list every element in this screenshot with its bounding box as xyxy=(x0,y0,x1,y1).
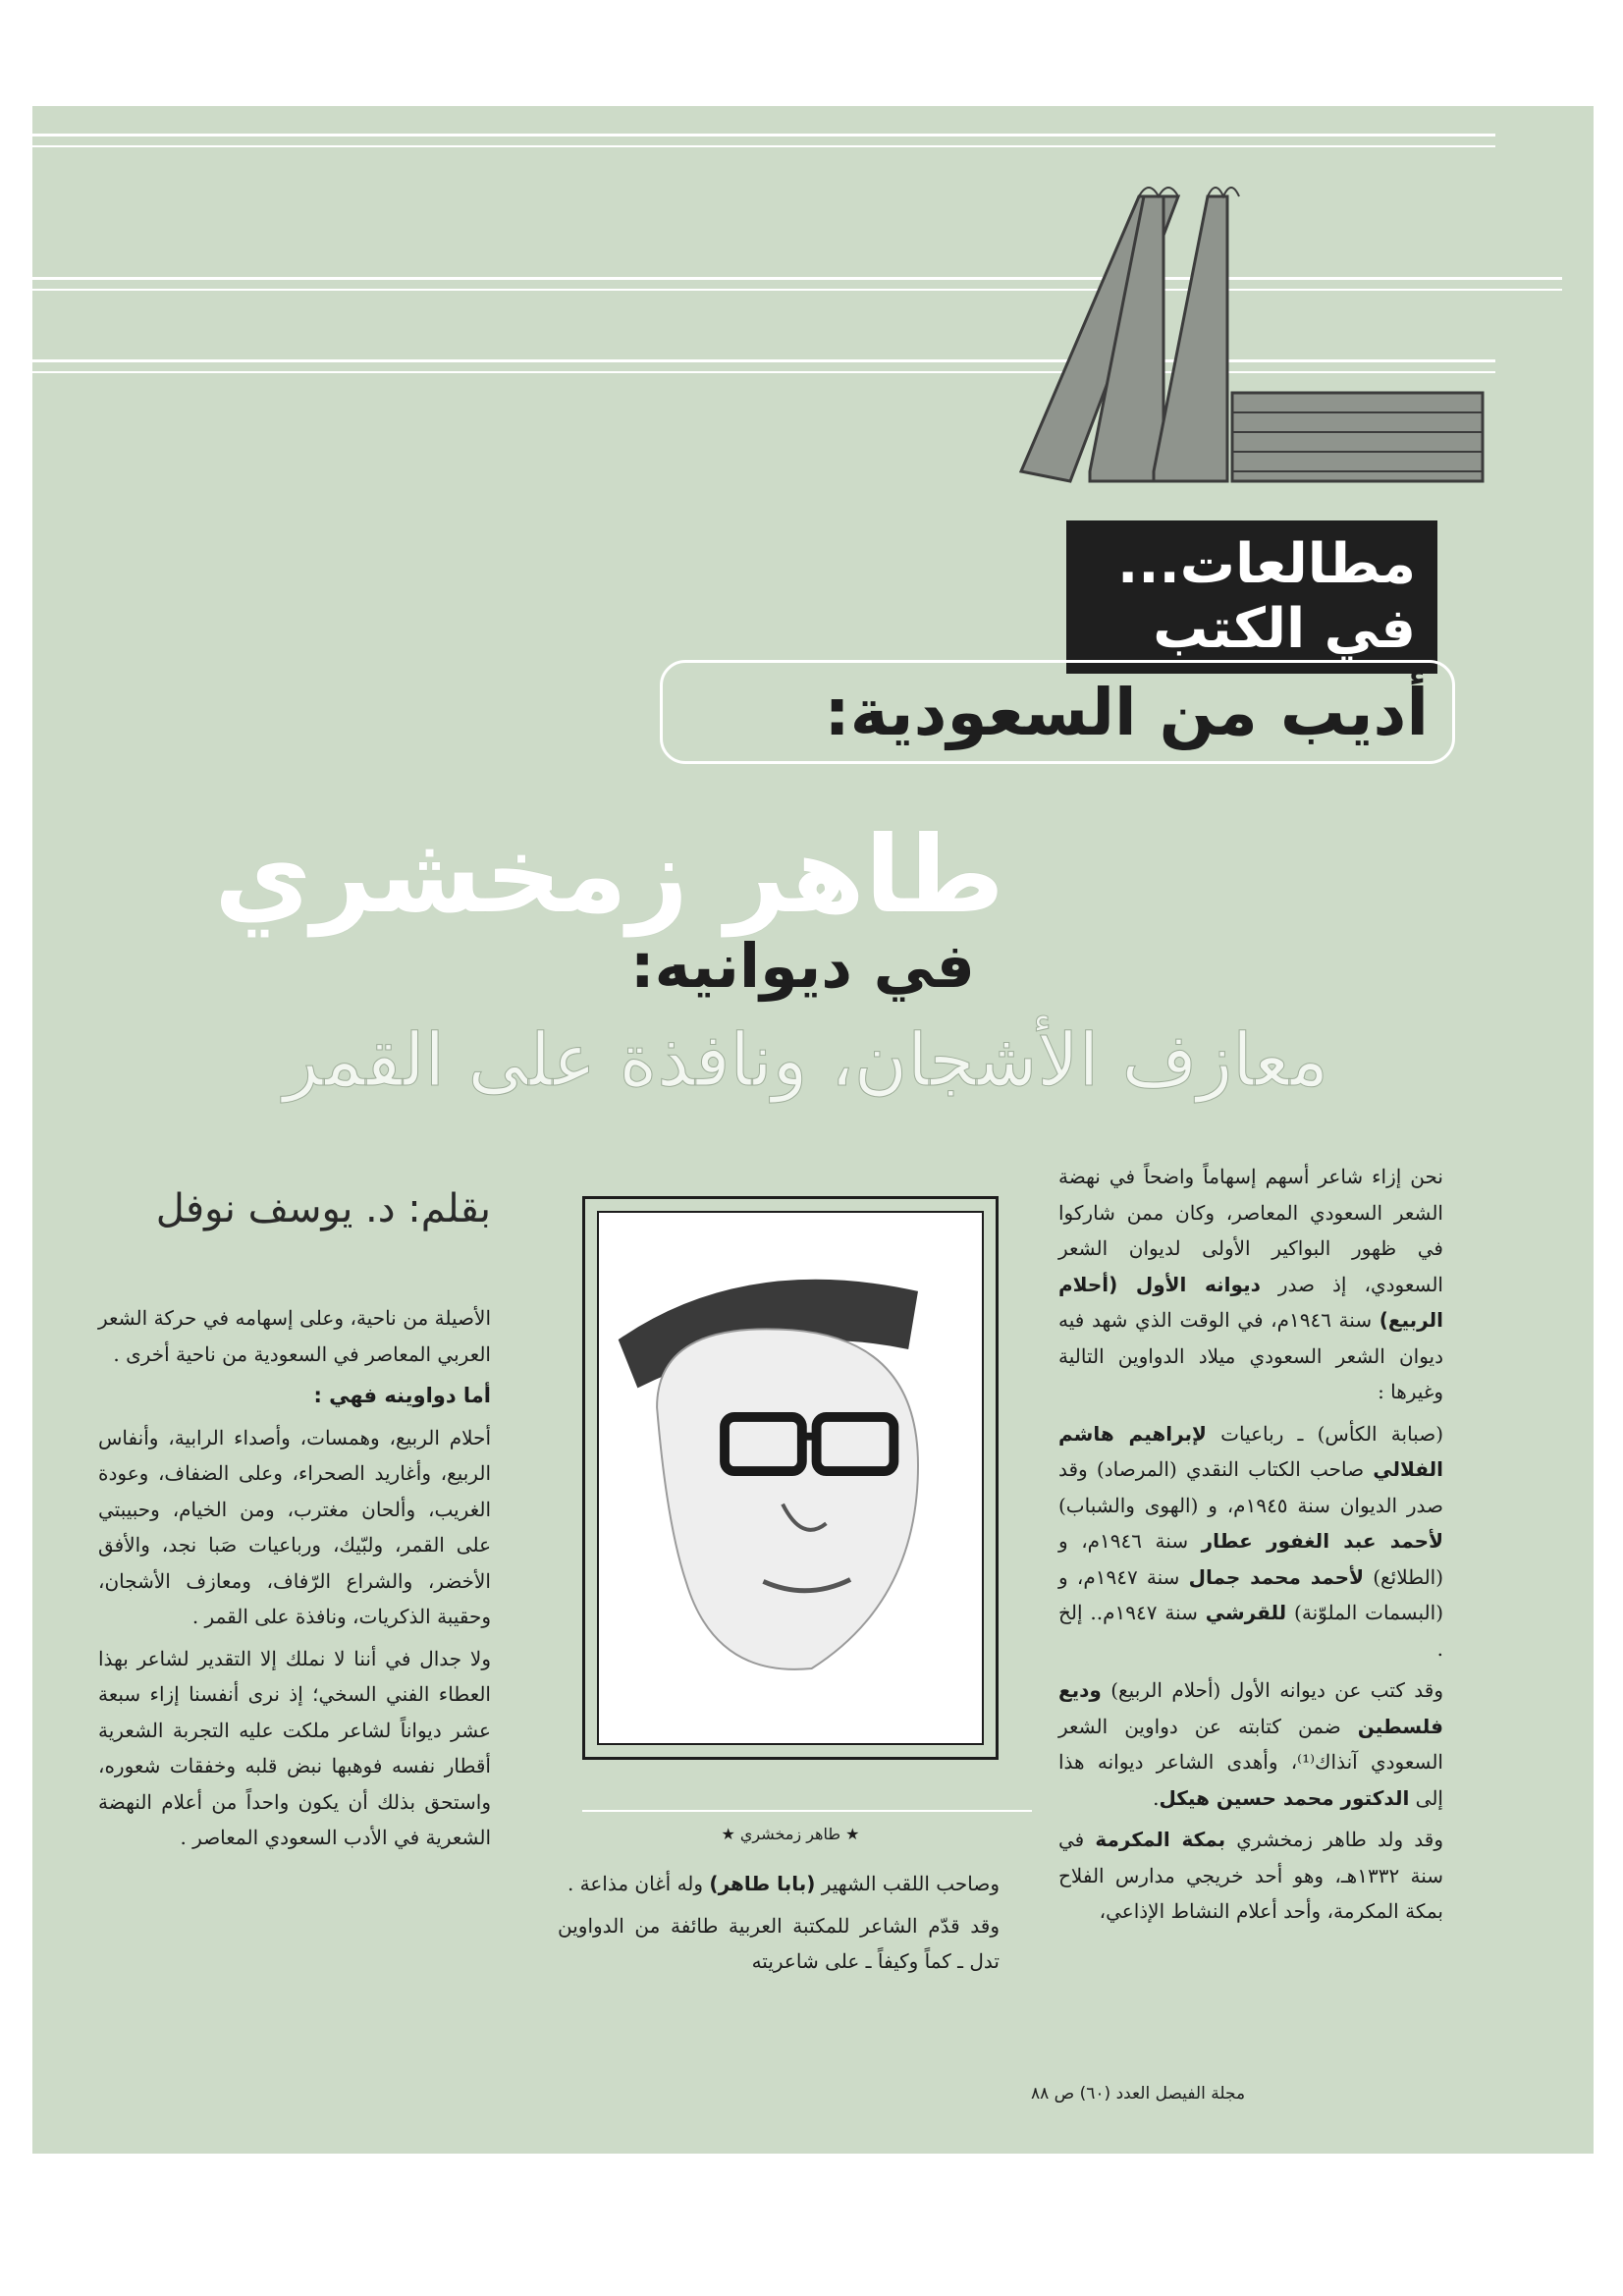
paragraph: ولا جدال في أننا لا نملك إلا التقدير لشاعر بهذا العطاء الفني السخي؛ إذ نرى أنفسنا إزاء سبعة عشر ديواناً لشاعر ملكت عليه التجربة الشعرية أقطار نفسه فوهبها نبض قلبه وخفقات شعوره، واستحق بذلك أن يكون واحداً من أعلام النهضة الشعرية في الأدب السعودي المعاصر . xyxy=(98,1646,491,1849)
paragraph: وقد قدّم الشاعر للمكتبة العربية طائفة من الدواوين تدل ـ كماً وكيفاً ـ على شاعريته xyxy=(558,1913,1000,1973)
caption-rule xyxy=(582,1810,1032,1812)
paragraph: وقد ولد طاهر زمخشري بمكة المكرمة في سنة ١٣٣٢هـ، وهو أحد خريجي مدارس الفلاح بمكة المكرمة، وأحد أعلام النشاط الإذاعي، xyxy=(1058,1828,1444,1923)
portrait-photo xyxy=(597,1211,984,1745)
subtitle-line-1: في ديوانيه: xyxy=(629,930,975,1002)
paragraph: أحلام الربيع، وهمسات، وأصداء الرابية، وأنفاس الربيع، وأغاريد الصحراء، وعلى الضفاف، وعودة الغريب، وألحان مغترب، ومن الخيام، وحبيبتي على القمر، ولبّيك، ورباعيات صَبا نجد، والأفق الأخضر، والشراع الرّفاف، ومعازف الأشجان، وحقيبة الذكريات، ونافذة على القمر . xyxy=(98,1425,491,1628)
topic-heading: أديب من السعودية: xyxy=(660,660,1455,764)
paragraph: الأصيلة من ناحية، وعلى إسهامه في حركة الشعر العربي المعاصر في السعودية من ناحية أخرى . xyxy=(98,1306,491,1366)
paragraph: (صبابة الكأس) ـ رباعيات لإبراهيم هاشم الفلالي صاحب الكتاب النقدي (المرصاد) وقد صدر الديوان سنة ١٩٤٥م، و (الهوى والشباب) لأحمد عبد الغفور عطار سنة ١٩٤٦م، و (الطلائع) لأحمد محمد جمال سنة ١٩٤٧م، و (البسمات الملوّنة) للقرشي سنة ١٩٤٧م.. إلخ . xyxy=(1058,1421,1444,1661)
photo-caption: ★ طاهر زمخشري ★ xyxy=(721,1825,860,1843)
books-illustration xyxy=(982,177,1492,501)
section-line-1: مطالعات... xyxy=(1116,532,1416,596)
section-line-2: في الكتب xyxy=(1153,597,1416,661)
text-column-left xyxy=(98,1300,491,1862)
section-subheading: أما دواوينه فهي : xyxy=(313,1384,491,1407)
top-rule-1 xyxy=(32,134,1495,137)
paragraph: وصاحب اللقب الشهير (بابا طاهر) وله أغان مذاعة . xyxy=(567,1872,1000,1895)
page-footer: مجلة الفيصل العدد (٦٠) ص ٨٨ xyxy=(1031,2084,1246,2104)
page-title: طاهر زمخشري xyxy=(214,814,1004,937)
top-rule-2 xyxy=(32,145,1495,147)
text-column-middle xyxy=(558,1866,1000,1986)
text-column-right xyxy=(1058,1159,1443,1936)
author-byline: بقلم: د. يوسف نوفل xyxy=(155,1186,491,1231)
portrait-sketch-icon xyxy=(599,1213,982,1743)
portrait-frame xyxy=(582,1196,999,1760)
paragraph: نحن إزاء شاعر أسهم إسهاماً واضحاً في نهضة الشعر السعودي المعاصر، وكان ممن شاركوا في ظهور البواكير الأولى لديوان الشعر السعودي، إذ صدر ديوانه الأول (أحلام الربيع) سنة ١٩٤٦م، في الوقت الذي شهد فيه ديوان الشعر السعودي ميلاد الدواوين التالية وغيرها : xyxy=(1058,1165,1443,1403)
paragraph: وقد كتب عن ديوانه الأول (أحلام الربيع) وديع فلسطين ضمن كتابته عن دواوين الشعر السعودي آنذاك⁽¹⁾، وأهدى الشاعر ديوانه هذا إلى الدكتور محمد حسين هيكل. xyxy=(1058,1678,1443,1810)
section-badge xyxy=(1066,520,1437,674)
subtitle-line-2: معازف الأشجان، ونافذة على القمر xyxy=(283,1018,1328,1103)
